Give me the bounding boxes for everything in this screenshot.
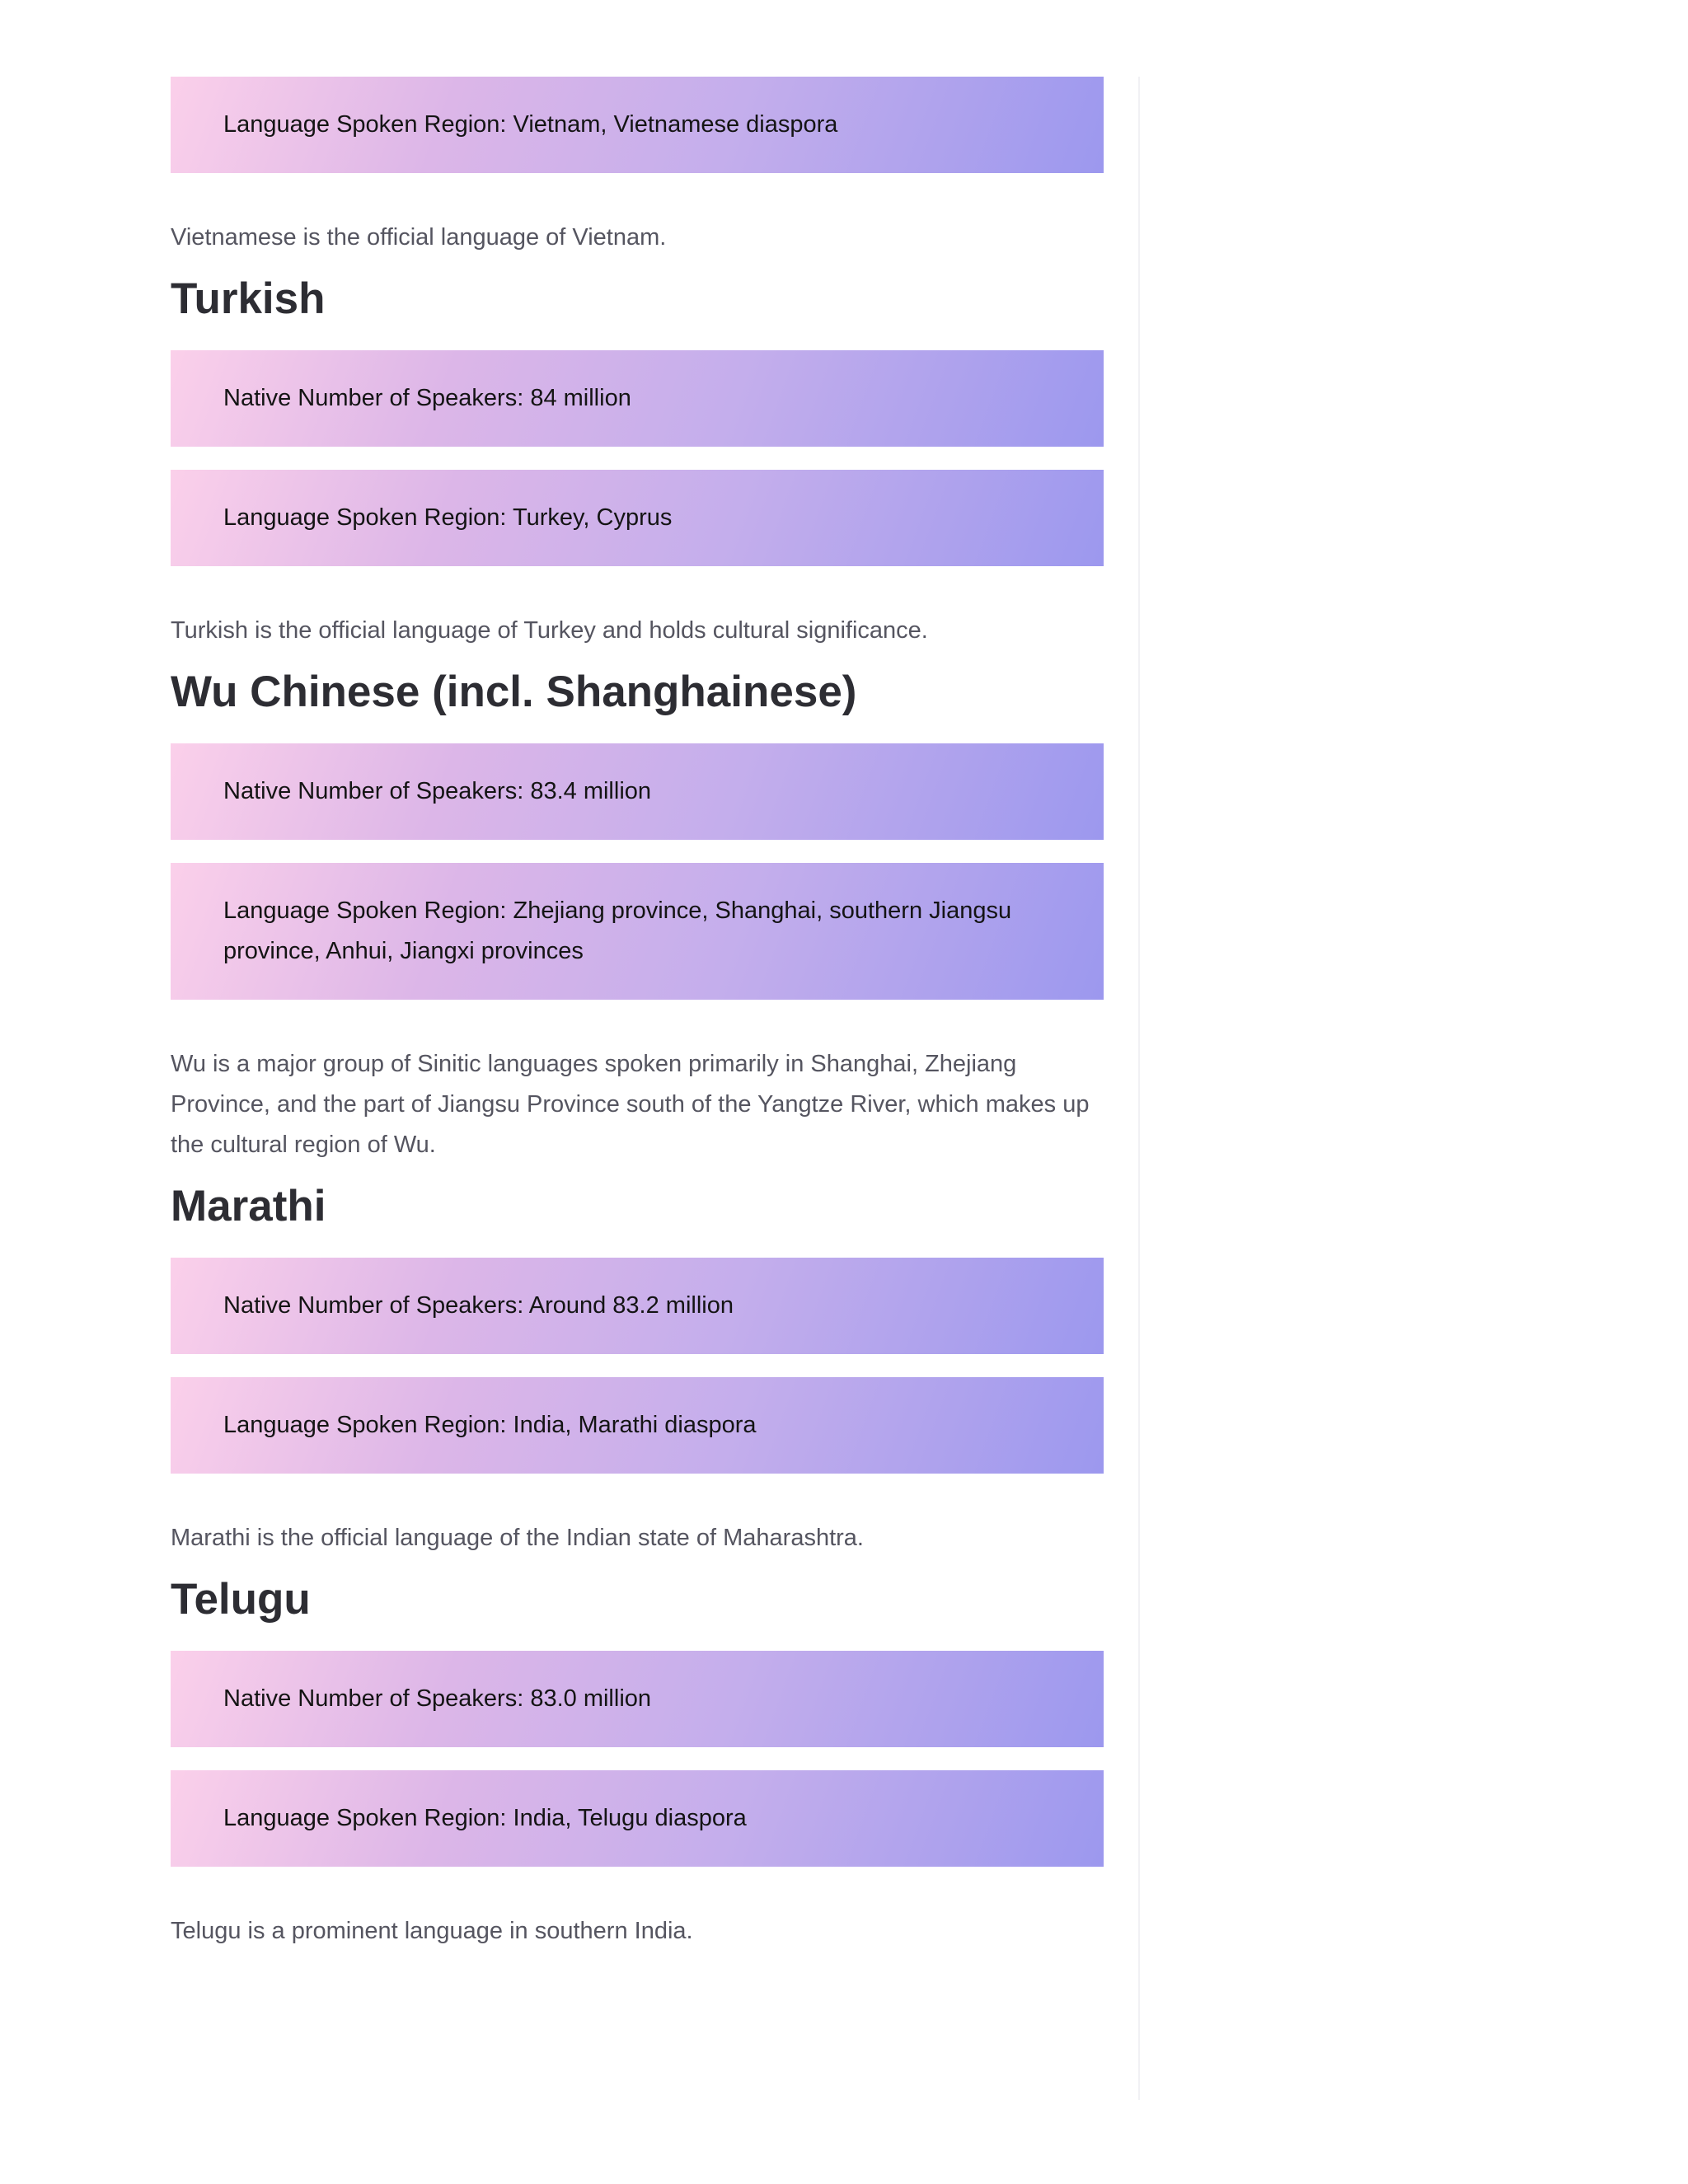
region-info-box: Language Spoken Region: India, Marathi diaspora xyxy=(171,1377,1104,1474)
article-content xyxy=(171,77,1104,1952)
vietnamese-section xyxy=(171,77,1104,258)
marathi-section xyxy=(171,1180,1104,1558)
region-info-box: Language Spoken Region: Turkey, Cyprus xyxy=(171,470,1104,566)
region-info-box: Language Spoken Region: Zhejiang province, Shanghai, southern Jiangsu province, Anhui, Jiangxi provinces xyxy=(171,863,1104,1000)
language-description: Marathi is the official language of the Indian state of Maharashtra. xyxy=(171,1525,864,1551)
region-info-box: Language Spoken Region: India, Telugu diaspora xyxy=(171,1770,1104,1867)
language-description: Telugu is a prominent language in southern India. xyxy=(171,1918,693,1944)
turkish-section xyxy=(171,273,1104,651)
language-heading: Marathi xyxy=(171,1182,326,1230)
language-heading: Turkish xyxy=(171,274,326,323)
language-heading: Wu Chinese (incl. Shanghainese) xyxy=(171,668,857,716)
region-info-box: Language Spoken Region: Vietnam, Vietnamese diaspora xyxy=(171,77,1104,173)
speakers-info-box: Native Number of Speakers: 83.0 million xyxy=(171,1651,1104,1747)
speakers-info-box: Native Number of Speakers: 83.4 million xyxy=(171,743,1104,840)
content-sidebar-divider xyxy=(1138,77,1140,2100)
speakers-info-box: Native Number of Speakers: 84 million xyxy=(171,350,1104,447)
language-description: Wu is a major group of Sinitic languages spoken primarily in Shanghai, Zhejiang Province, and the part of Jiangsu Province south of the Yangtze River, which makes up the cultural region of Wu. xyxy=(171,1051,1090,1158)
wu-chinese-section xyxy=(171,666,1104,1165)
language-description: Vietnamese is the official language of Vietnam. xyxy=(171,224,667,251)
language-heading: Telugu xyxy=(171,1575,311,1624)
language-description: Turkish is the official language of Turkey and holds cultural significance. xyxy=(171,617,928,644)
telugu-section xyxy=(171,1573,1104,1952)
speakers-info-box: Native Number of Speakers: Around 83.2 million xyxy=(171,1258,1104,1354)
